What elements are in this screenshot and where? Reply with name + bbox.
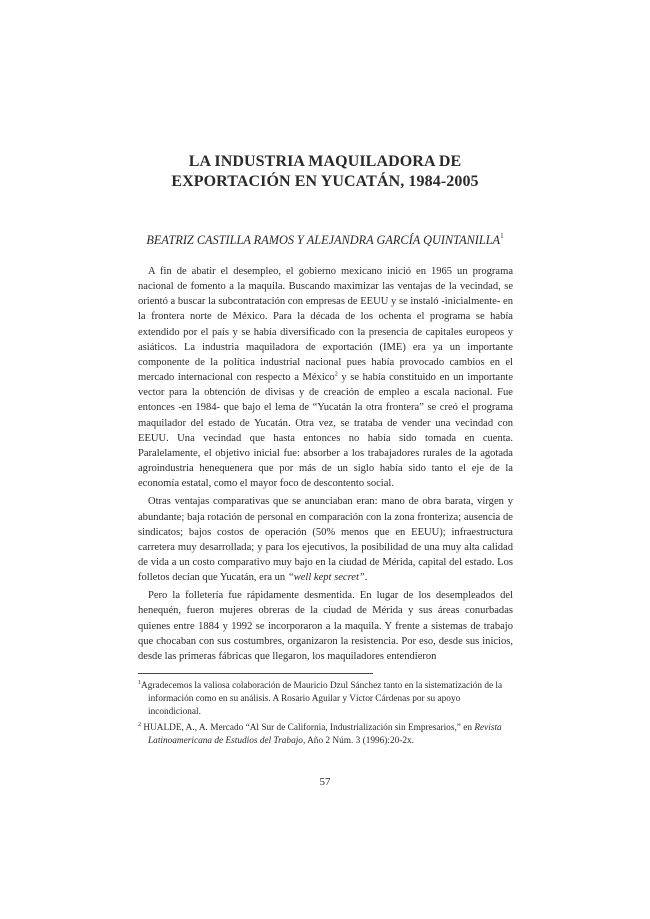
footnote-1-text: Agradecemos la valiosa colaboración de Mauricio Dzul Sánchez tanto en la sistematización de la información como en su análisis. A Rosario Aguilar y Víctor Cárdenas por su apoyo incondicional. bbox=[141, 681, 503, 717]
footnote-2-text-a: HUALDE, A., A. Mercado “Al Sur de California, Industrialización sin Empresarios,” en bbox=[141, 723, 475, 733]
author-names: BEATRIZ CASTILLA RAMOS Y ALEJANDRA GARCÍA QUINTANILLA bbox=[146, 233, 501, 247]
footnote-2-text-b: Año 2 Núm. 3 (1996):20-2x. bbox=[305, 736, 414, 746]
footnote-2-mark: 2 bbox=[138, 721, 141, 728]
paragraph-2-part-1: Otras ventajas comparativas que se anunciaban eran: mano de obra barata, virgen y abundante; baja rotación de personal en comparación con la zona fronteriza; ausencia de sindicatos; bajos costos de operación (50% menos que en EEUU); infraestructura carretera muy desarrollada; y para los ejecutivos, la posibilidad de una muy alta calidad de vida a un costo comparativo muy bajo en la ciudad de Mérida, capital del estado. Los folletos decían que Yucatán, era un bbox=[138, 496, 513, 584]
author-footnote-mark: 1 bbox=[500, 232, 504, 240]
article-body bbox=[138, 264, 513, 664]
footnote-ref-2: 2 bbox=[334, 371, 338, 378]
authors-line bbox=[0, 233, 650, 248]
page-number: 57 bbox=[319, 776, 331, 788]
paragraph-1-part-1: A fin de abatir el desempleo, el gobierno mexicano inició en 1965 un programa nacional de fomento a la maquila. Buscando maximizar las ventajas de la vecindad, se orientó a buscar la subcontratación con empresas de EEUU y se instaló -inicialmente- en la frontera norte de México. Para la década de los ochenta el programa se había extendido por el país y se había diversificado con la presencia de capitales europeos y asiáticos. La industria maquiladora de exportación (IME) era ya un importante componente de la política industrial nacional pues había provocado cambios en el mercado internacional con respecto a México bbox=[138, 266, 513, 384]
title-line-1: LA INDUSTRIA MAQUILADORA DE bbox=[188, 153, 462, 170]
paragraph-1-part-2: y se había constituido en un importante vector para la obtención de divisas y de creación de empleo a escala nacional. Fue entonces -en 1984- que bajo el lema de “Yucatán la otra frontera” se creó el programa maquilador del estado de Yucatán. Otra vez, se trataba de vender una vecindad con EEUU. Una vecindad que hasta entonces no había sido tomada en cuenta. Paralelamente, el objetivo inicial fue: absorber a los trabajadores rurales de la agotada agroindustria henequenera que por más de un siglo había sido tanto el eje de la economía estatal, como el mayor foco de descontento social. bbox=[138, 372, 514, 490]
article-title bbox=[0, 152, 650, 192]
footnotes bbox=[138, 680, 513, 751]
title-line-2: EXPORTACIÓN EN YUCATÁN, 1984-2005 bbox=[171, 173, 479, 190]
paragraph-2-part-2: . bbox=[364, 572, 368, 584]
footnote-2 bbox=[138, 722, 513, 748]
paragraph-3: Pero la folletería fue rápidamente desmentida. En lugar de los desempleados del henequén, fueron mujeres obreras de la ciudad de Mérida y sus áreas conurbadas quienes entre 1884 y 1992 se incorporaron a la maquila. Y frente a sistemas de trabajo que chocaban con sus costumbres, organizaron la resistencia. Por eso, desde sus inicios, desde las primeras fábricas que llegaron, los maquiladores entendieron bbox=[138, 590, 513, 662]
footnote-1-mark: 1 bbox=[138, 679, 141, 686]
footnote-1 bbox=[138, 680, 513, 719]
paragraph-2-italic: “well kept secret” bbox=[287, 572, 365, 584]
paragraph-2 bbox=[138, 494, 513, 585]
footnote-separator bbox=[138, 673, 373, 674]
paragraph-1 bbox=[138, 264, 513, 491]
footnote-2-journal: Revista Latinoamericana de Estudios del Trabajo, bbox=[148, 723, 502, 746]
